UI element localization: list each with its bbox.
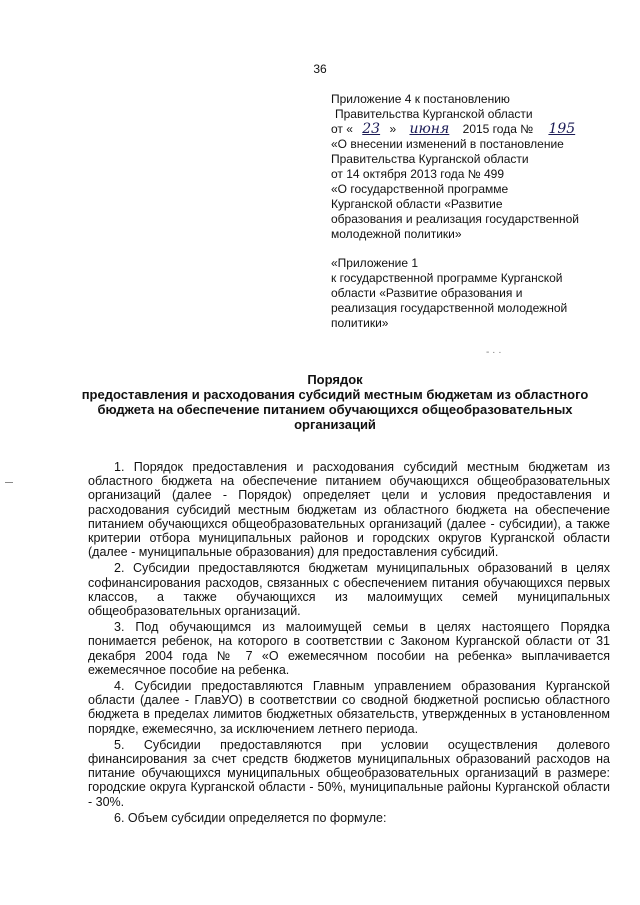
document-body [88, 460, 610, 827]
paragraph: 5. Субсидии предоставляются при условии осуществления долевого финансирования за счет средств бюджетов муниципальных образований расходов на питание обучающихся муниципальных общеобразовательных организаций в размере: городские округа Курганской области - 50%, муниципальные районы Курганской области - 30%. [88, 737, 610, 809]
title-line: предоставления и расходования субсидий местным бюджетам из областного [81, 387, 589, 402]
title-line: бюджета на обеспечение питанием обучающихся общеобразовательных [97, 402, 573, 417]
title-line: Порядок [307, 372, 363, 387]
paragraph: 6. Объем субсидии определяется по формуле: [114, 810, 387, 825]
appendix-line: Курганской области «Развитие [331, 197, 503, 211]
appendix-line: «О внесении изменений в постановление [331, 137, 564, 151]
date-prefix: от « [331, 122, 353, 136]
appendix-line: от 14 октября 2013 года № 499 [331, 167, 505, 181]
page-number: 36 [313, 62, 327, 76]
appendix-sub-header [331, 256, 621, 331]
date-day-handwritten: 23 [362, 121, 381, 137]
title-line: организаций [294, 417, 376, 432]
appendix-line: Правительства Курганской области [331, 152, 529, 166]
appendix2-line: «Приложение 1 [331, 256, 419, 270]
appendix2-line: к государственной программе Курганской [331, 271, 563, 285]
appendix-line: «О государственной программе [331, 182, 509, 196]
appendix-line: Приложение 4 к постановлению [331, 92, 510, 106]
date-month-handwritten: июня [409, 121, 450, 137]
appendix-line: молодежной политики» [331, 227, 462, 241]
document-number-handwritten: 195 [548, 121, 576, 137]
appendix-header [331, 92, 621, 242]
appendix2-line: реализация государственной молодежной [331, 301, 568, 315]
margin-tick [5, 482, 13, 483]
paragraph: 2. Субсидии предоставляются бюджетам муниципальных образований в целях софинансирования расходов, связанных с обеспечением питания обучающихся первых классов, а также обучающихся из малоимущих семей муниципальных общеобразовательных организаций. [88, 561, 610, 619]
date-mid: » [389, 122, 397, 136]
appendix-date-line [331, 122, 621, 137]
appendix-line: Правительства Курганской области [335, 107, 533, 121]
document-title [60, 372, 610, 432]
date-year: 2015 года № [462, 122, 534, 136]
appendix2-line: области «Развитие образования и [331, 286, 523, 300]
paragraph: 3. Под обучающимся из малоимущей семьи в целях настоящего Порядка понимается ребенок, на которого в соответствии с Законом Курганской области от 31 декабря 2004 года № 7 «О ежемесячном пособии на ребенка» выплачивается ежемесячное пособие на ребенка. [88, 620, 610, 677]
margin-mark: - · · [486, 347, 502, 358]
paragraph: 4. Субсидии предоставляются Главным управлением образования Курганской области (далее - ГлавУО) в соответствии со сводной бюджетной росписью областного бюджета в пределах лимитов бюджетных обязательств, утвержденных в установленном порядке, ежемесячно, за исключением летнего периода. [88, 679, 610, 736]
appendix2-line: политики» [331, 316, 389, 330]
paragraph: 1. Порядок предоставления и расходования субсидий местным бюджетам из областного бюджета на обеспечение питанием обучающихся общеобразовательных организаций (далее - Порядок) определяет цели и условия предоставления и расходования субсидий местным бюджетам из областного бюджета на обеспечение питанием обучающихся общеобразовательных организаций (далее - субсидии), а также критерии отбора муниципальных районов и городских округов Курганской области (далее - муниципальные образования) для предоставления субсидий. [88, 460, 610, 560]
appendix-line: образования и реализация государственной [331, 212, 580, 226]
